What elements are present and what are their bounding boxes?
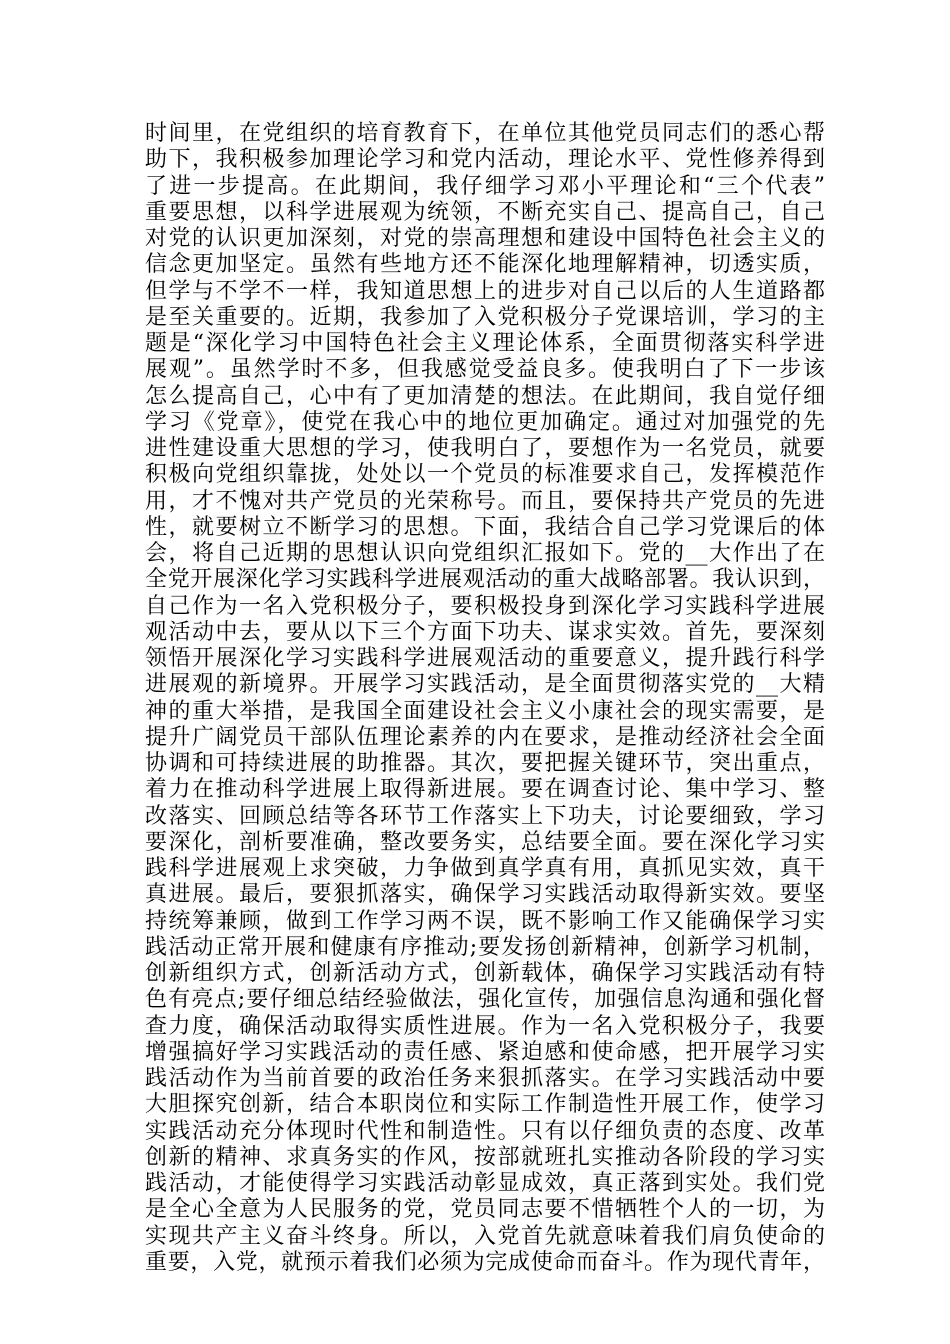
text-line: 提升广阔党员干部队伍理论素养的内在要求，是推动经济社会全面: [145, 724, 825, 750]
text-line: 展观”。虽然学时不多，但我感觉受益良多。使我明白了下一步该: [145, 357, 825, 383]
text-line: 时间里，在党组织的培育教育下，在单位其他党员同志们的悉心帮: [145, 121, 825, 146]
text-line: 实践活动充分体现时代性和制造性。只有以仔细负责的态度、改革: [145, 1118, 825, 1144]
text-line: 践活动，才能使得学习实践活动彰显成效，真正落到实处。我们党: [145, 1171, 825, 1196]
text-line: 查力度，确保活动取得实质性进展。作为一名入党积极分子，我要: [145, 1013, 825, 1039]
text-line: 性，就要树立不断学习的思想。下面，我结合自己学习党课后的体: [145, 514, 825, 540]
text-line: 增强搞好学习实践活动的责任感、紧迫感和使命感，把开展学习实: [145, 1039, 825, 1065]
text-line: 创新的精神、求真务实的作风，按部就班扎实推动各阶段的学习实: [145, 1144, 825, 1170]
text-line: 创新组织方式，创新活动方式，创新载体，确保学习实践活动有特: [145, 961, 825, 986]
body-text: [145, 121, 825, 1276]
text-line: 要深化，剖析要准确，整改要务实，总结要全面。要在深化学习实: [145, 829, 825, 855]
text-line: 实现共产主义奋斗终身。所以，入党首先就意味着我们肩负使命的: [145, 1223, 825, 1249]
text-line: 自己作为一名入党积极分子，要积极投身到深化学习实践科学进展: [145, 593, 825, 619]
text-line: 改落实、回顾总结等各环节工作落实上下功夫，讨论要细致，学习: [145, 803, 825, 829]
text-line: 神的重大举措，是我国全面建设社会主义小康社会的现实需要，是: [145, 698, 825, 724]
text-line: 色有亮点;要仔细总结经验做法，强化宣传，加强信息沟通和强化督: [145, 987, 825, 1013]
text-line: 会，将自己近期的思想认识向党组织汇报如下。党的__大作出了在: [145, 541, 825, 566]
text-line: 学习《党章》，使党在我心中的地位更加确定。通过对加强党的先: [145, 409, 825, 435]
text-line: 着力在推动科学进展上取得新进展。要在调查讨论、集中学习、整: [145, 777, 825, 803]
text-line: 观活动中去，要从以下三个方面下功夫、谋求实效。首先，要深刻: [145, 619, 825, 645]
text-line: 践科学进展观上求突破，力争做到真学真有用，真抓见实效，真干: [145, 856, 825, 881]
text-line: 重要思想，以科学进展观为统领，不断充实自己、提高自己，自己: [145, 199, 825, 225]
text-line: 持统筹兼顾，做到工作学习两不误，既不影响工作又能确保学习实: [145, 908, 825, 934]
text-line: 重要，入党，就预示着我们必须为完成使命而奋斗。作为现代青年，: [145, 1249, 825, 1275]
text-line: 用，才不愧对共产党员的光荣称号。而且，要保持共产党员的先进: [145, 488, 825, 514]
text-line: 题是“深化学习中国特色社会主义理论体系，全面贯彻落实科学进: [145, 331, 825, 356]
text-line: 大胆探究创新，结合本职岗位和实际工作制造性开展工作，使学习: [145, 1092, 825, 1118]
text-line: 真进展。最后，要狠抓落实，确保学习实践活动取得新实效。要坚: [145, 882, 825, 908]
text-line: 怎么提高自己，心中有了更加清楚的想法。在此期间，我自觉仔细: [145, 383, 825, 409]
text-line: 信念更加坚定。虽然有些地方还不能深化地理解精神，切透实质，: [145, 252, 825, 278]
text-line: 领悟开展深化学习实践科学进展观活动的重要意义，提升践行科学: [145, 646, 825, 671]
text-line: 积极向党组织靠拢，处处以一个党员的标准要求自己，发挥模范作: [145, 462, 825, 488]
text-line: 助下，我积极参加理论学习和党内活动，理论水平、党性修养得到: [145, 147, 825, 173]
text-line: 进展观的新境界。开展学习实践活动，是全面贯彻落实党的__大精: [145, 672, 825, 698]
text-line: 协调和可持续进展的助推器。其次，要把握关键环节，突出重点，: [145, 751, 825, 776]
text-line: 全党开展深化学习实践科学进展观活动的重大战略部署。我认识到，: [145, 567, 825, 593]
text-line: 是至关重要的。近期，我参加了入党积极分子党课培训，学习的主: [145, 304, 825, 330]
text-line: 践活动正常开展和健康有序推动;要发扬创新精神，创新学习机制，: [145, 934, 825, 960]
text-line: 践活动作为当前首要的政治任务来狠抓落实。在学习实践活动中要: [145, 1066, 825, 1091]
text-line: 对党的认识更加深刻，对党的崇高理想和建设中国特色社会主义的: [145, 226, 825, 251]
text-line: 但学与不学不一样，我知道思想上的进步对自己以后的人生道路都: [145, 278, 825, 304]
text-line: 是全心全意为人民服务的党，党员同志要不惜牺牲个人的一切，为: [145, 1197, 825, 1223]
text-line: 进性建设重大思想的学习，使我明白了，要想作为一名党员，就要: [145, 436, 825, 461]
text-line: 了进一步提高。在此期间，我仔细学习邓小平理论和“三个代表”: [145, 173, 825, 199]
